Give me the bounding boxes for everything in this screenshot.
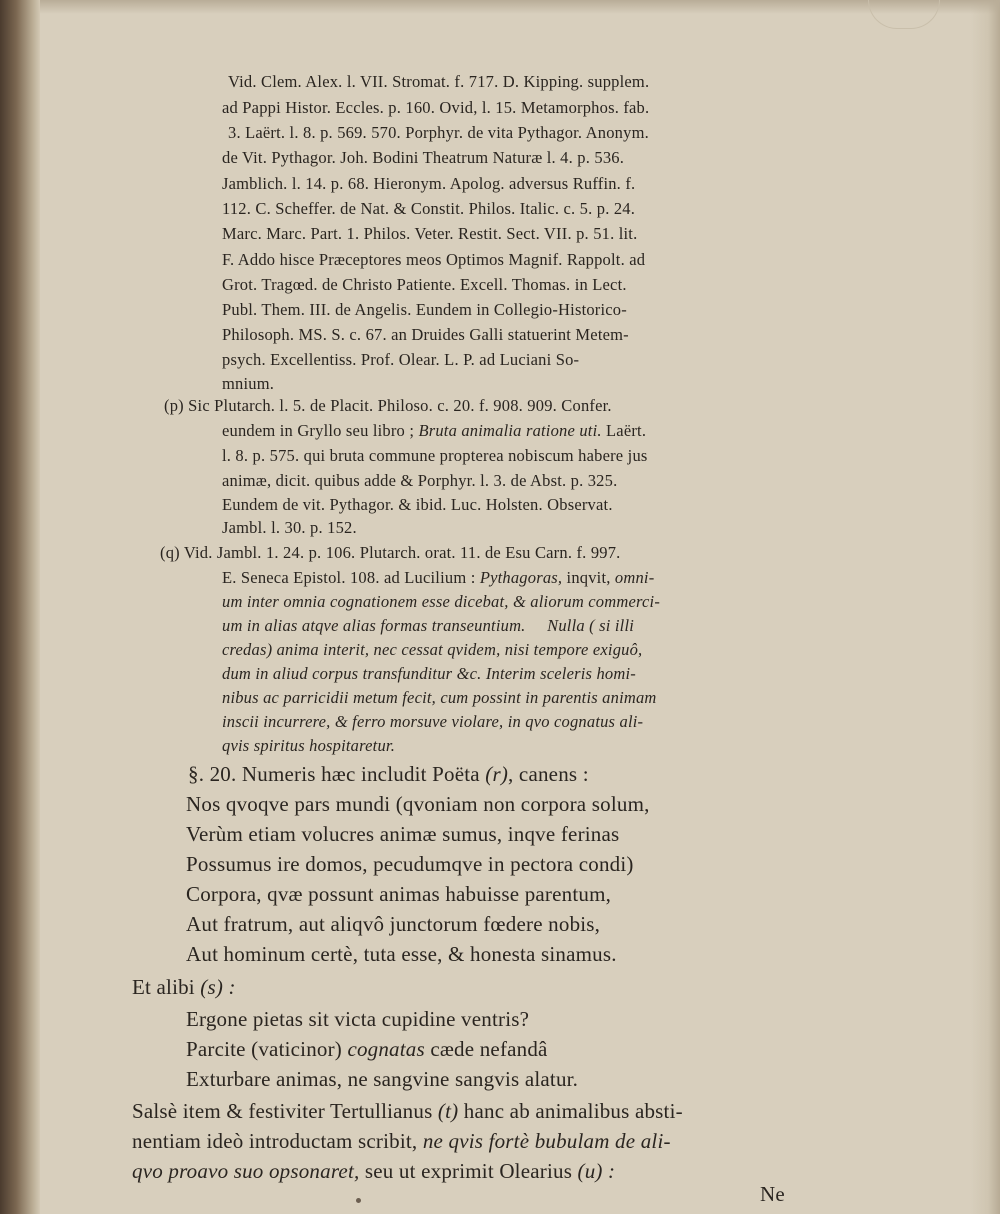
verse-line: Aut fratrum, aut aliqvô junctorum fœdere nobis,	[186, 912, 601, 936]
catchword: Ne	[760, 1182, 785, 1206]
verse-line	[186, 1037, 548, 1062]
prose-text: seu ut exprimit Olearius	[364, 1159, 573, 1183]
footnote-line: l. 8. p. 575. qui bruta commune propterea nobiscum habere jus	[222, 446, 648, 465]
section-heading	[188, 762, 589, 787]
footnote-line: Grot. Tragœd. de Christo Patiente. Excell. Thomas. in Lect.	[222, 275, 627, 294]
prose-line	[132, 1129, 671, 1154]
verse-text: cæde nefandâ	[430, 1037, 548, 1061]
footnote-line: Philosoph. MS. S. c. 67. an Druides Galli statuerint Metem-	[222, 325, 629, 344]
prose-text: Et alibi	[132, 975, 195, 999]
footnote-text: E. Seneca Epistol. 108. ad Lucilium :	[222, 568, 476, 587]
verse-text: Parcite (vaticinor)	[186, 1037, 342, 1061]
footnote-quote-line: inscii incurrere, & ferro morsuve violare, in qvo cognatus ali-	[222, 712, 644, 731]
section-text: §. 20. Numeris hæc includit Poëta	[188, 762, 480, 786]
footnote-text: Vid. Jambl. 1. 24. p. 106. Plutarch. orat. 11. de Esu Carn. f. 997.	[183, 543, 621, 562]
verse-line: Exturbare animas, ne sangvine sangvis alatur.	[186, 1067, 579, 1091]
footnote-reference: (t)	[437, 1099, 459, 1123]
footnote-quote: Bruta animalia ratione uti.	[418, 421, 602, 440]
prose-line	[132, 1159, 615, 1184]
footnote-quote-line	[222, 616, 634, 636]
footnote-line: Vid. Clem. Alex. l. VII. Stromat. f. 717. D. Kipping. supplem.	[228, 72, 650, 91]
footnote-marker: (q)	[160, 543, 180, 562]
footnote-line: Jambl. l. 30. p. 152.	[222, 518, 357, 537]
footnote-quote-line: um inter omnia cognationem esse dicebat, & aliorum commerci-	[222, 592, 661, 611]
footnote-text: inqvit,	[566, 568, 611, 587]
prose-line	[132, 1099, 683, 1124]
ink-speck	[356, 1198, 361, 1203]
verse-line: Ergone pietas sit victa cupidine ventris?	[186, 1007, 530, 1031]
footnote-line: Jamblich. l. 14. p. 68. Hieronym. Apolog. adversus Ruffin. f.	[222, 174, 636, 193]
footnote-line: de Vit. Pythagor. Joh. Bodini Theatrum Naturæ l. 4. p. 536.	[222, 148, 625, 167]
footnote-quote: Pythagoras,	[479, 568, 563, 587]
footnote-line	[222, 568, 654, 588]
footnote-line	[222, 421, 646, 441]
footnote-quote-line: credas) anima interit, nec cessat qvidem, nisi tempore exiguô,	[222, 640, 643, 659]
prose-text: Salsè item & festiviter Tertullianus	[132, 1099, 433, 1123]
prose-text: hanc ab animalibus absti-	[463, 1099, 683, 1123]
footnote-reference: (u) :	[577, 1159, 616, 1183]
footnote-quote-line: qvis spiritus hospitaretur.	[222, 736, 396, 755]
footnote-quote: um in alias atqve alias formas transeuntium.	[222, 616, 526, 635]
footnote-line: F. Addo hisce Præceptores meos Optimos Magnif. Rappolt. ad	[222, 250, 646, 269]
footnote-q	[160, 543, 621, 563]
footnote-line: Marc. Marc. Part. 1. Philos. Veter. Restit. Sect. VII. p. 51. lit.	[222, 224, 638, 243]
footnote-line: Publ. Them. III. de Angelis. Eundem in Collegio-Historico-	[222, 300, 627, 319]
footnote-text: Laërt.	[606, 421, 647, 440]
prose-text: nentiam ideò introductam scribit,	[132, 1129, 418, 1153]
verse-emphasis: cognatas	[347, 1037, 425, 1061]
footnote-line: mnium.	[222, 374, 275, 393]
footnote-reference: (r)	[485, 762, 509, 786]
prose-emphasis: ne qvis fortè bubulam de ali-	[422, 1129, 671, 1153]
section-text: , canens :	[508, 762, 589, 786]
footnote-line: 112. C. Scheffer. de Nat. & Constit. Philos. Italic. c. 5. p. 24.	[222, 199, 636, 218]
verse-line: Verùm etiam volucres animæ sumus, inqve ferinas	[186, 822, 620, 846]
footnote-text: eundem in Gryllo seu libro ;	[222, 421, 415, 440]
footnote-line: Eundem de vit. Pythagor. & ibid. Luc. Holsten. Observat.	[222, 495, 613, 514]
footnote-marker: (p)	[164, 396, 184, 415]
footnote-quote: Nulla ( si illi	[547, 616, 635, 635]
footnote-line: 3. Laërt. l. 8. p. 569. 570. Porphyr. de vita Pythagor. Anonym.	[228, 123, 649, 142]
footnote-quote: omni-	[614, 568, 655, 587]
footnote-quote-line: nibus ac parricidii metum fecit, cum possint in parentis animam	[222, 688, 657, 707]
footnote-line: animæ, dicit. quibus adde & Porphyr. l. 3. de Abst. p. 325.	[222, 471, 618, 490]
prose-emphasis: qvo proavo suo opsonaret,	[132, 1159, 360, 1183]
footnote-reference: (s) :	[200, 975, 236, 999]
verse-line: Possumus ire domos, pecudumqve in pectora condi)	[186, 852, 634, 876]
verse-line: Aut hominum certè, tuta esse, & honesta sinamus.	[186, 942, 617, 966]
footnote-line: ad Pappi Histor. Eccles. p. 160. Ovid, l. 15. Metamorphos. fab.	[222, 98, 650, 117]
footnote-quote-line: dum in aliud corpus transfunditur &c. Interim sceleris homi-	[222, 664, 636, 683]
verse-line: Corpora, qvæ possunt animas habuisse parentum,	[186, 882, 612, 906]
et-alibi	[132, 975, 236, 1000]
verse-line: Nos qvoqve pars mundi (qvoniam non corpora solum,	[186, 792, 650, 816]
footnote-text: Sic Plutarch. l. 5. de Placit. Philoso. c. 20. f. 908. 909. Confer.	[188, 396, 612, 415]
footnote-p	[164, 396, 612, 416]
footnote-line: psych. Excellentiss. Prof. Olear. L. P. ad Luciani So-	[222, 350, 580, 369]
